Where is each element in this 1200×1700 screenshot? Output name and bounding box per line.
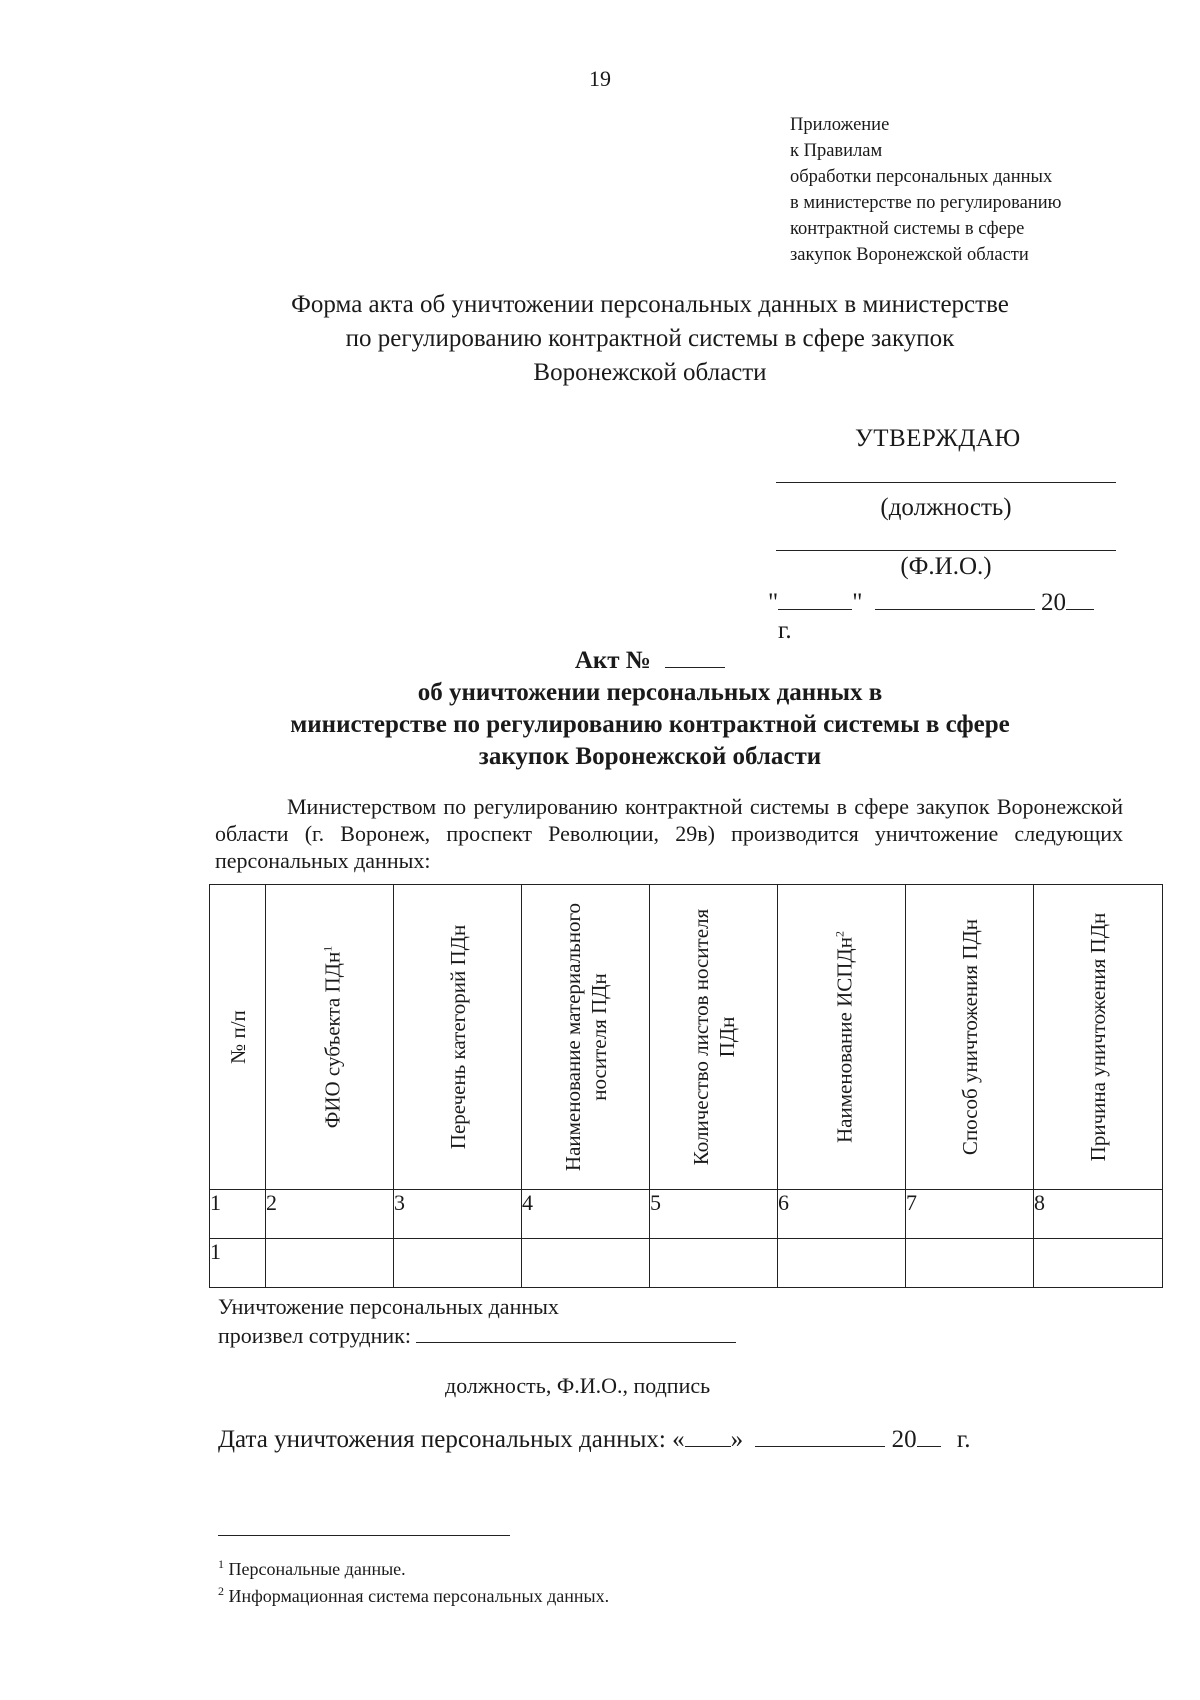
table-cell <box>266 1239 394 1288</box>
table-cell <box>1034 1239 1163 1288</box>
table-cell <box>778 1239 906 1288</box>
title-line: по регулированию контрактной системы в сфере закупок <box>345 325 955 352</box>
act-title <box>200 643 1100 773</box>
appendix-line: в министерстве по регулированию <box>790 193 1062 213</box>
footnotes <box>218 1553 609 1607</box>
approval-heading: УТВЕРЖДАЮ <box>855 425 1021 452</box>
employee-signature-caption: должность, Ф.И.О., подпись <box>445 1373 711 1398</box>
column-number-cell: 8 <box>1034 1190 1163 1239</box>
act-title-line: министерстве по регулированию контрактной системы в сфере <box>290 711 1010 738</box>
title-line: Воронежской области <box>533 359 767 386</box>
appendix-line: обработки персональных данных <box>790 167 1053 187</box>
table-row <box>210 1239 1163 1288</box>
day-blank <box>778 585 852 610</box>
table-header-row <box>210 885 1163 1190</box>
act-number-line <box>200 643 1100 677</box>
header-carrier-name: Наименование материального носителя ПДн <box>560 902 611 1172</box>
quote-close: » <box>730 1426 744 1453</box>
column-number-row <box>210 1190 1163 1239</box>
destroyed-by-line2: произвел сотрудник: <box>218 1323 411 1348</box>
footnote-separator <box>218 1535 510 1536</box>
column-number-cell: 6 <box>778 1190 906 1239</box>
intro-text: Министерством по регулированию контрактной системы в сфере закупок Воронежской области (г. Воронеж, проспект Революции, 29в) производится уничтожение следующих персональных данных: <box>215 794 1123 873</box>
intro-paragraph <box>215 793 1123 874</box>
position-caption: (должность) <box>880 494 1012 521</box>
destruction-table <box>209 884 1163 1288</box>
header-cell <box>1034 885 1163 1190</box>
footnote-item: $^2$ Информационная система персональных данных. <box>218 1584 610 1606</box>
header-cell <box>650 885 778 1190</box>
year-blank <box>917 1422 941 1447</box>
header-cell <box>906 885 1034 1190</box>
title-line: Форма акта об уничтожении персональных данных в министерстве <box>291 291 1009 318</box>
quote-open: « <box>672 1426 685 1453</box>
table-cell <box>394 1239 522 1288</box>
column-number-cell: 5 <box>650 1190 778 1239</box>
destroyed-by-block <box>218 1292 736 1350</box>
column-number-cell: 2 <box>266 1190 394 1239</box>
year-prefix: 20 <box>1040 589 1066 616</box>
header-cell <box>522 885 650 1190</box>
act-title-line: об уничтожении персональных данных в <box>417 679 883 706</box>
column-number-cell: 1 <box>210 1190 266 1239</box>
year-suffix: г. <box>778 617 792 644</box>
header-cell <box>394 885 522 1190</box>
appendix-block <box>790 112 1062 268</box>
footnote-item: $^1$ Персональные данные. <box>218 1557 406 1579</box>
header-subject-name: ФИО субъекта ПДн$^1$ <box>320 945 344 1129</box>
table-cell <box>522 1239 650 1288</box>
destruction-date-label: Дата уничтожения персональных данных: <box>218 1426 666 1453</box>
month-blank <box>875 585 1035 610</box>
approval-date <box>768 585 1118 644</box>
act-number-blank <box>665 643 725 668</box>
table-cell <box>650 1239 778 1288</box>
column-number-cell: 7 <box>906 1190 1034 1239</box>
header-cell <box>778 885 906 1190</box>
header-cell <box>210 885 266 1190</box>
name-signature-line <box>776 550 1116 551</box>
year-prefix: 20 <box>891 1426 917 1453</box>
position-signature-line <box>776 482 1116 483</box>
day-blank <box>685 1422 731 1447</box>
header-sheet-count: Количество листов носителя ПДн <box>688 908 739 1166</box>
header-destruction-method: Способ уничтожения ПДн <box>957 918 982 1156</box>
table-cell <box>906 1239 1034 1288</box>
destroyed-by-line1: Уничтожение персональных данных <box>218 1294 559 1319</box>
header-destruction-reason: Причина уничтожения ПДн <box>1086 912 1110 1162</box>
month-blank <box>755 1422 885 1447</box>
year-suffix: г. <box>956 1426 971 1453</box>
year-blank <box>1066 585 1094 610</box>
quote-close: " <box>852 589 863 616</box>
header-number: № п/п <box>225 1010 250 1064</box>
header-categories: Перечень категорий ПДн <box>445 924 470 1150</box>
header-cell <box>266 885 394 1190</box>
document-title <box>200 288 1100 390</box>
appendix-line: контрактной системы в сфере <box>790 219 1025 239</box>
page-number: 19 <box>589 66 611 91</box>
header-ispdn-name: Наименование ИСПДн$^2$ <box>832 931 856 1143</box>
appendix-line: Приложение <box>790 115 890 135</box>
employee-signature-line <box>416 1322 736 1343</box>
column-number-cell: 4 <box>522 1190 650 1239</box>
act-title-line: закупок Воронежской области <box>478 743 822 770</box>
table-cell: 1 <box>210 1239 266 1288</box>
appendix-line: закупок Воронежской области <box>790 245 1029 265</box>
column-number-cell: 3 <box>394 1190 522 1239</box>
quote-open: " <box>768 589 779 616</box>
destroyed-by-line2-wrap <box>218 1321 736 1350</box>
act-number-label: Акт № <box>574 647 651 674</box>
destruction-date <box>218 1422 971 1454</box>
name-caption: (Ф.И.О.) <box>900 553 992 580</box>
appendix-line: к Правилам <box>790 141 883 161</box>
